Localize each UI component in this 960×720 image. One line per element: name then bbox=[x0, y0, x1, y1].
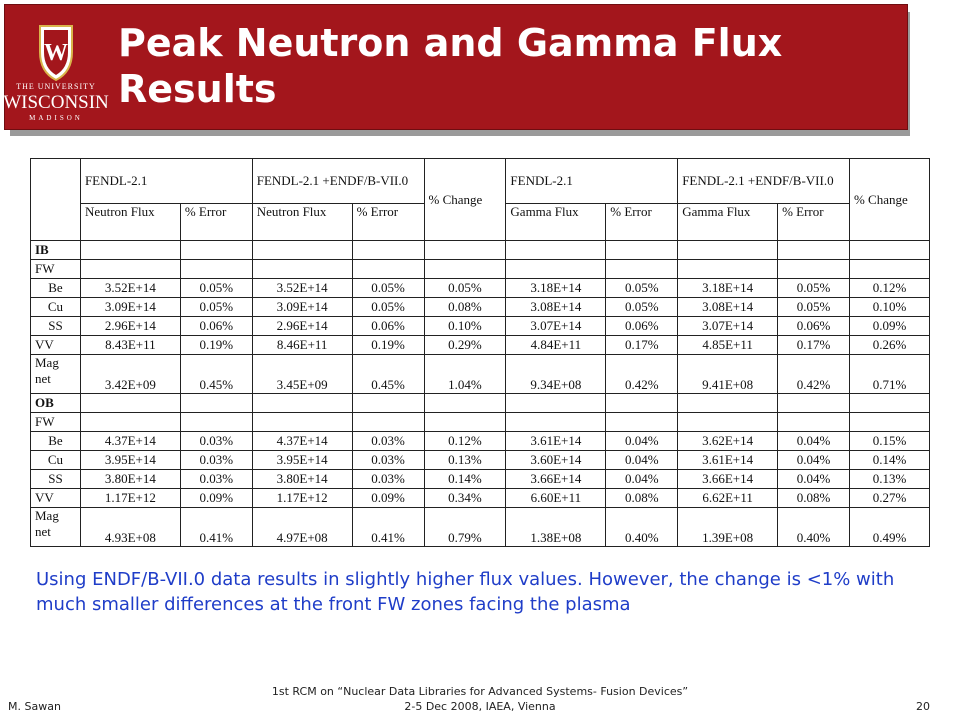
value-cell: 0.03% bbox=[180, 432, 252, 451]
value-cell: 4.37E+14 bbox=[252, 432, 352, 451]
value-cell: 0.13% bbox=[424, 451, 506, 470]
table-cell bbox=[352, 394, 424, 413]
value-cell: 0.10% bbox=[424, 317, 506, 336]
header-group: FENDL-2.1 bbox=[80, 159, 252, 204]
table-cell bbox=[606, 241, 678, 260]
table-cell bbox=[252, 241, 352, 260]
value-cell: 0.03% bbox=[352, 470, 424, 489]
header-group: FENDL-2.1 bbox=[506, 159, 678, 204]
value-cell bbox=[678, 413, 778, 432]
table-cell bbox=[180, 394, 252, 413]
university-logo bbox=[0, 22, 112, 126]
subheader-cell: Neutron Flux bbox=[80, 204, 180, 241]
value-cell: 0.09% bbox=[352, 489, 424, 508]
value-cell bbox=[606, 260, 678, 279]
value-cell bbox=[80, 260, 180, 279]
footer-conference-line2: 2-5 Dec 2008, IAEA, Vienna bbox=[404, 700, 556, 713]
value-cell: 0.04% bbox=[778, 470, 850, 489]
subheader-cell: % Error bbox=[180, 204, 252, 241]
table-cell bbox=[678, 241, 778, 260]
value-cell bbox=[506, 413, 606, 432]
table-header-corner bbox=[31, 159, 81, 241]
value-cell: 2.96E+14 bbox=[80, 317, 180, 336]
value-cell: 0.12% bbox=[849, 279, 929, 298]
value-cell: 4.37E+14 bbox=[80, 432, 180, 451]
slide-title: Peak Neutron and Gamma Flux Results bbox=[118, 21, 783, 111]
logo-text-university: THE UNIVERSITY bbox=[16, 82, 96, 91]
value-cell: 0.08% bbox=[606, 489, 678, 508]
value-cell: 3.60E+14 bbox=[506, 451, 606, 470]
header-group: FENDL-2.1 +ENDF/B-VII.0 bbox=[252, 159, 424, 204]
page-number: 20 bbox=[916, 700, 930, 713]
table-row bbox=[31, 413, 930, 432]
value-cell: 3.18E+14 bbox=[678, 279, 778, 298]
table-row bbox=[31, 298, 930, 317]
value-cell: 0.79% bbox=[424, 508, 506, 547]
table-cell bbox=[678, 394, 778, 413]
value-cell: 0.71% bbox=[849, 355, 929, 394]
value-cell: 0.26% bbox=[849, 336, 929, 355]
value-cell: 4.93E+08 bbox=[80, 508, 180, 547]
value-cell: 0.08% bbox=[424, 298, 506, 317]
row-label: VV bbox=[31, 336, 81, 355]
row-label: Be bbox=[31, 432, 81, 451]
subheader-cell: % Error bbox=[778, 204, 850, 241]
row-label: Cu bbox=[31, 451, 81, 470]
table-cell bbox=[180, 241, 252, 260]
value-cell: 3.80E+14 bbox=[80, 470, 180, 489]
value-cell: 0.05% bbox=[606, 279, 678, 298]
table-cell bbox=[778, 394, 850, 413]
value-cell: 0.05% bbox=[180, 279, 252, 298]
logo-text-wisconsin: WISCONSIN bbox=[3, 92, 109, 113]
value-cell bbox=[424, 413, 506, 432]
table-cell bbox=[80, 241, 180, 260]
value-cell: 3.42E+09 bbox=[80, 355, 180, 394]
row-label: Be bbox=[31, 279, 81, 298]
value-cell: 3.62E+14 bbox=[678, 432, 778, 451]
table-cell bbox=[352, 241, 424, 260]
value-cell: 0.09% bbox=[180, 489, 252, 508]
value-cell bbox=[678, 260, 778, 279]
value-cell: 4.84E+11 bbox=[506, 336, 606, 355]
flux-table bbox=[30, 158, 930, 547]
crest-icon bbox=[0, 22, 112, 84]
table-row bbox=[31, 336, 930, 355]
value-cell: 0.29% bbox=[424, 336, 506, 355]
logo-text-madison: MADISON bbox=[29, 114, 83, 122]
value-cell bbox=[849, 260, 929, 279]
table-cell bbox=[606, 394, 678, 413]
value-cell: 2.96E+14 bbox=[252, 317, 352, 336]
value-cell bbox=[778, 413, 850, 432]
value-cell: 0.05% bbox=[352, 298, 424, 317]
value-cell: 3.95E+14 bbox=[252, 451, 352, 470]
table-row bbox=[31, 279, 930, 298]
value-cell: 0.04% bbox=[778, 432, 850, 451]
value-cell: 8.46E+11 bbox=[252, 336, 352, 355]
value-cell: 1.04% bbox=[424, 355, 506, 394]
value-cell: 3.52E+14 bbox=[252, 279, 352, 298]
value-cell: 3.09E+14 bbox=[252, 298, 352, 317]
value-cell: 0.19% bbox=[352, 336, 424, 355]
value-cell: 0.04% bbox=[778, 451, 850, 470]
table-cell bbox=[506, 241, 606, 260]
value-cell bbox=[80, 413, 180, 432]
value-cell: 0.03% bbox=[180, 451, 252, 470]
value-cell: 3.52E+14 bbox=[80, 279, 180, 298]
header-percent-change: % Change bbox=[424, 159, 506, 241]
row-label: FW bbox=[31, 260, 81, 279]
value-cell bbox=[252, 260, 352, 279]
footer-conference bbox=[180, 684, 780, 714]
value-cell: 9.34E+08 bbox=[506, 355, 606, 394]
value-cell: 1.17E+12 bbox=[80, 489, 180, 508]
table-cell bbox=[849, 241, 929, 260]
value-cell: 0.40% bbox=[606, 508, 678, 547]
value-cell: 0.06% bbox=[606, 317, 678, 336]
value-cell: 0.05% bbox=[352, 279, 424, 298]
row-label: Cu bbox=[31, 298, 81, 317]
value-cell: 6.62E+11 bbox=[678, 489, 778, 508]
value-cell bbox=[606, 413, 678, 432]
value-cell: 0.03% bbox=[352, 451, 424, 470]
table-row bbox=[31, 432, 930, 451]
table-cell bbox=[849, 394, 929, 413]
subheader-cell: % Error bbox=[606, 204, 678, 241]
value-cell: 0.06% bbox=[778, 317, 850, 336]
table-row bbox=[31, 260, 930, 279]
value-cell bbox=[352, 260, 424, 279]
value-cell bbox=[778, 260, 850, 279]
value-cell: 8.43E+11 bbox=[80, 336, 180, 355]
value-cell: 0.09% bbox=[849, 317, 929, 336]
row-label: Mag net bbox=[31, 355, 81, 394]
value-cell: 0.03% bbox=[180, 470, 252, 489]
value-cell: 3.45E+09 bbox=[252, 355, 352, 394]
value-cell: 3.95E+14 bbox=[80, 451, 180, 470]
value-cell bbox=[252, 413, 352, 432]
value-cell: 0.05% bbox=[778, 279, 850, 298]
flux-results-table bbox=[30, 158, 930, 548]
value-cell: 3.07E+14 bbox=[506, 317, 606, 336]
value-cell bbox=[180, 413, 252, 432]
value-cell: 0.06% bbox=[180, 317, 252, 336]
subheader-cell: % Error bbox=[352, 204, 424, 241]
value-cell: 0.05% bbox=[778, 298, 850, 317]
value-cell: 0.10% bbox=[849, 298, 929, 317]
value-cell: 0.04% bbox=[606, 451, 678, 470]
subheader-cell: Gamma Flux bbox=[506, 204, 606, 241]
value-cell: 3.08E+14 bbox=[506, 298, 606, 317]
row-label: SS bbox=[31, 317, 81, 336]
table-cell bbox=[506, 394, 606, 413]
value-cell: 0.45% bbox=[180, 355, 252, 394]
value-cell: 0.05% bbox=[606, 298, 678, 317]
value-cell bbox=[506, 260, 606, 279]
value-cell: 3.09E+14 bbox=[80, 298, 180, 317]
value-cell: 0.14% bbox=[424, 470, 506, 489]
footer-author: M. Sawan bbox=[8, 700, 61, 713]
value-cell: 0.19% bbox=[180, 336, 252, 355]
row-label: SS bbox=[31, 470, 81, 489]
value-cell: 0.42% bbox=[606, 355, 678, 394]
table-header-row bbox=[31, 159, 930, 204]
header-group: FENDL-2.1 +ENDF/B-VII.0 bbox=[678, 159, 850, 204]
table-cell bbox=[424, 394, 506, 413]
section-label: OB bbox=[31, 394, 81, 413]
table-row bbox=[31, 317, 930, 336]
value-cell: 0.17% bbox=[606, 336, 678, 355]
value-cell: 0.45% bbox=[352, 355, 424, 394]
value-cell: 0.27% bbox=[849, 489, 929, 508]
subheader-cell: Neutron Flux bbox=[252, 204, 352, 241]
table-row bbox=[31, 355, 930, 394]
section-row bbox=[31, 394, 930, 413]
table-cell bbox=[778, 241, 850, 260]
section-row bbox=[31, 241, 930, 260]
value-cell: 0.41% bbox=[180, 508, 252, 547]
svg-text:W: W bbox=[44, 40, 68, 66]
value-cell: 0.40% bbox=[778, 508, 850, 547]
table-row bbox=[31, 489, 930, 508]
value-cell: 3.80E+14 bbox=[252, 470, 352, 489]
value-cell: 1.39E+08 bbox=[678, 508, 778, 547]
table-row bbox=[31, 508, 930, 547]
value-cell: 0.06% bbox=[352, 317, 424, 336]
table-cell bbox=[252, 394, 352, 413]
value-cell: 0.14% bbox=[849, 451, 929, 470]
value-cell: 0.05% bbox=[180, 298, 252, 317]
value-cell bbox=[849, 413, 929, 432]
value-cell: 0.05% bbox=[424, 279, 506, 298]
value-cell: 4.97E+08 bbox=[252, 508, 352, 547]
value-cell: 6.60E+11 bbox=[506, 489, 606, 508]
value-cell: 9.41E+08 bbox=[678, 355, 778, 394]
value-cell: 1.17E+12 bbox=[252, 489, 352, 508]
value-cell: 0.04% bbox=[606, 432, 678, 451]
footer-conference-line1: 1st RCM on “Nuclear Data Libraries for Advanced Systems- Fusion Devices” bbox=[271, 685, 689, 698]
value-cell: 0.15% bbox=[849, 432, 929, 451]
value-cell: 3.61E+14 bbox=[678, 451, 778, 470]
value-cell bbox=[352, 413, 424, 432]
value-cell: 0.12% bbox=[424, 432, 506, 451]
value-cell: 0.41% bbox=[352, 508, 424, 547]
header-percent-change: % Change bbox=[849, 159, 929, 241]
value-cell: 0.17% bbox=[778, 336, 850, 355]
table-row bbox=[31, 451, 930, 470]
value-cell: 0.08% bbox=[778, 489, 850, 508]
value-cell: 0.42% bbox=[778, 355, 850, 394]
value-cell bbox=[424, 260, 506, 279]
value-cell: 3.08E+14 bbox=[678, 298, 778, 317]
value-cell: 3.66E+14 bbox=[506, 470, 606, 489]
value-cell: 0.03% bbox=[352, 432, 424, 451]
row-label: Mag net bbox=[31, 508, 81, 547]
value-cell: 4.85E+11 bbox=[678, 336, 778, 355]
table-cell bbox=[424, 241, 506, 260]
subheader-cell: Gamma Flux bbox=[678, 204, 778, 241]
value-cell: 0.34% bbox=[424, 489, 506, 508]
value-cell: 3.61E+14 bbox=[506, 432, 606, 451]
value-cell: 3.66E+14 bbox=[678, 470, 778, 489]
row-label: VV bbox=[31, 489, 81, 508]
value-cell: 1.38E+08 bbox=[506, 508, 606, 547]
value-cell bbox=[180, 260, 252, 279]
section-label: IB bbox=[31, 241, 81, 260]
value-cell: 0.04% bbox=[606, 470, 678, 489]
summary-text: Using ENDF/B-VII.0 data results in slightly higher flux values. However, the change is <1% with much smaller differences at the front FW zones facing the plasma bbox=[36, 569, 895, 615]
value-cell: 0.49% bbox=[849, 508, 929, 547]
value-cell: 3.18E+14 bbox=[506, 279, 606, 298]
table-row bbox=[31, 470, 930, 489]
row-label: FW bbox=[31, 413, 81, 432]
value-cell: 0.13% bbox=[849, 470, 929, 489]
table-cell bbox=[80, 394, 180, 413]
value-cell: 3.07E+14 bbox=[678, 317, 778, 336]
